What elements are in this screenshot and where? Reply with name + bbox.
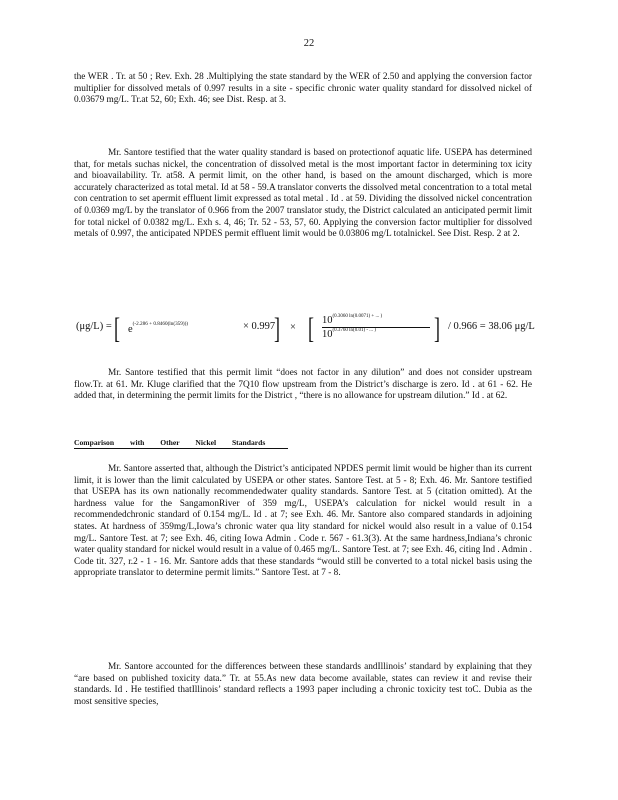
formula-lhs: (μg/L) = <box>76 321 112 332</box>
paragraph-5: Mr. Santore accounted for the differences between these standards andIllinois’ standard by explaining that they “are based on published toxicity data.” Tr. at 55.As new data become available, states can review it and revise their standards. Id . He testified thatIllinois’ standard reflects a 1993 paper including a chronic toxicity test toC. Dubia as the most sensitive species, <box>74 662 532 707</box>
section-heading: Comparison with Other Nickel Standards <box>74 438 266 447</box>
formula-bracket-close-2: ] <box>434 312 440 345</box>
heading-underline <box>74 448 288 449</box>
paragraph-2: Mr. Santore testified that the water quality standard is based on protectionof aquatic life. USEPA has determined that, for metals suchas nickel, the concentration of dissolved metal is the most important factor in determining tox icity and bioavailability. Tr. at58. A permit limit, on the other hand, is based on the amount discharged, which is more accurately characterized as total metal. Id at 58 - 59.A translator converts the dissolved metal concentration to a total metal con centration to set apermit effluent limit expressed as total metal . Id . at 59. Dividing the dissolved nickel concentration of 0.0369 mg/L by the translator of 0.966 from the 2007 translator study, the District calculated an anticipated permit limit for total nickel of 0.0382 mg/L. Exh s. 4, 46; Tr. 52 - 53, 57, 60. Applying the conversion factor multiplier for dissolved metals of 0.997, the anticipated NPDES permit effluent limit would be 0.03806 mg/L totalnickel. See Dist. Resp. 2 at 2. <box>74 148 532 240</box>
formula-denominator: $10^{(0.3760 ln(0.01) - ... )}$ <box>322 328 376 340</box>
formula-numerator: $10^{(0.3060 ln(0.0071) + ... )}$ <box>322 314 383 326</box>
paragraph-3: Mr. Santore testified that this permit limit “does not factor in any dilution” and does not consider upstream flow.Tr. at 61. Mr. Kluge clarified that the 7Q10 flow upstream from the District’s discharge is zero. Id . at 61 - 62. He added that, in determining the permit limits for the District , “there is no allowance for upstream dilution.” Id . at 62. <box>74 368 532 402</box>
paragraph-1: the WER . Tr. at 50 ; Rev. Exh. 28 .Multiplying the state standard by the WER of 2.50 and applying the conversion factor multiplier for dissolved metals of 0.997 results in a site - specific chronic water quality standard for dissolved nickel of 0.03679 mg/L. Tr.at 52, 60; Exh. 46; see Dist. Resp. at 3. <box>74 72 532 106</box>
formula-multiplier: × 0.997 <box>243 321 276 332</box>
formula-bracket-close: ] <box>274 312 280 345</box>
formula-times: × <box>290 322 296 333</box>
formula-result: / 0.966 = 38.06 μg/L <box>448 321 535 332</box>
page-number: 22 <box>303 38 315 49</box>
formula-bracket-open-2: [ <box>308 312 314 345</box>
paragraph-4: Mr. Santore asserted that, although the District’s anticipated NPDES permit limit would be higher than its current limit, it is lower than the limit calculated by USEPA or other states. Santore Test. at 5 - 8; Exh. 46. Mr. Santore testified that USEPA has its own nationally recommendedwater quality standards. Santore Test. at 5 (citation omitted). At the hardness value for the SangamonRiver of 359 mg/L, USEPA’s calculation for nickel would result in a recommendedchronic standard of 0.154 mg/L. Id . at 7; see Exh. 46. Mr. Santore also compared standards in adjoining states. At hardness of 359mg/L,Iowa’s chronic water qua lity standard for nickel would also result in a value of 0.154 mg/L. Santore Test. at 7; see Exh. 46, citing Iowa Admin . Code r. 567 - 61.3(3). At the same hardness,Indiana’s chronic water quality standard for nickel would result in a value of 0.465 mg/L. Santore Test. at 7; see Exh. 46, citing Ind . Admin . Code tit. 327, r.2 - 1 - 16. Mr. Santore adds that these standards “would still be converted to a total nickel basis using the appropriate translator to determine permit limits.” Santore Test. at 7 - 8. <box>74 464 532 579</box>
nickel-formula <box>76 312 536 346</box>
formula-exponential: $e^{(-2.286 + 0.8460(ln(359)))}$ <box>128 321 189 335</box>
formula-bracket-open: [ <box>114 312 120 345</box>
